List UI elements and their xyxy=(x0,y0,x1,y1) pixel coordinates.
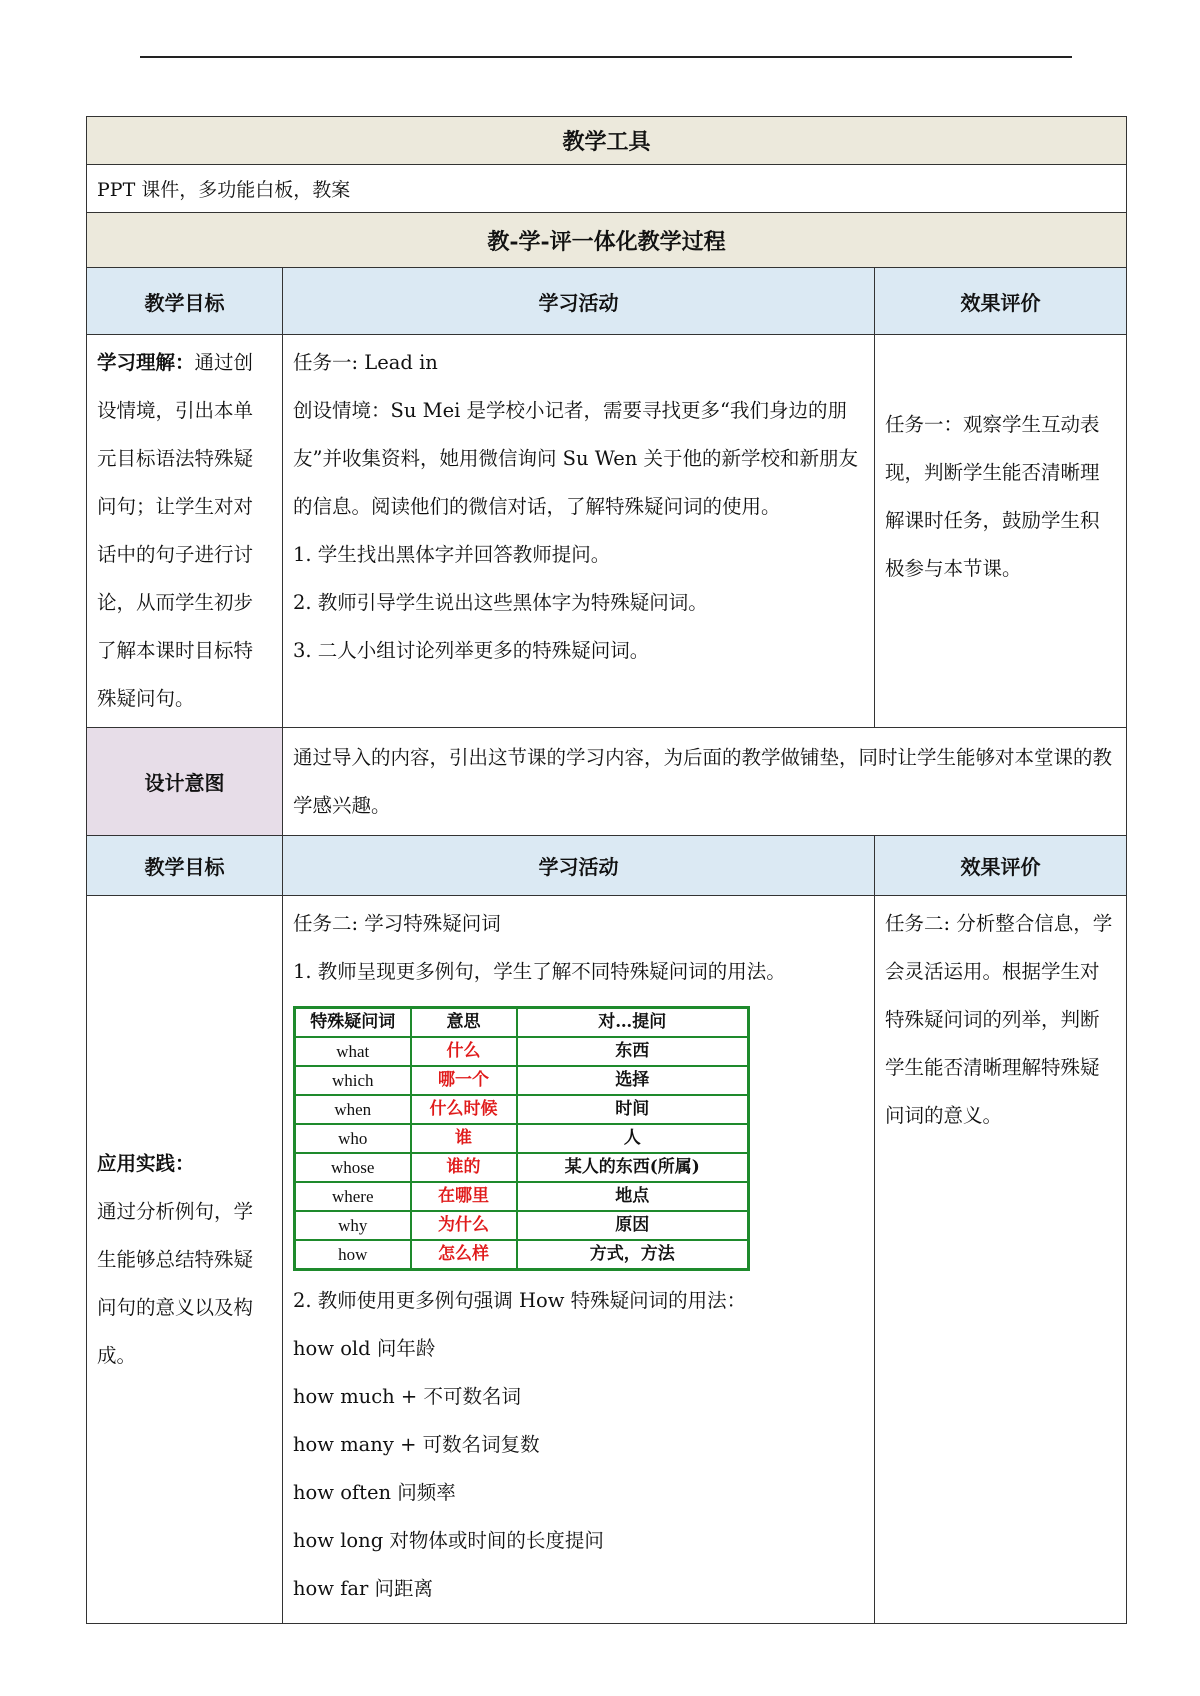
tools-heading: 教学工具 xyxy=(87,117,1127,165)
col-header-activity: 学习活动 xyxy=(283,268,875,335)
activity-line: 1. 教师呈现更多例句，学生了解不同特殊疑问词的用法。 xyxy=(293,960,786,983)
word-table-row xyxy=(295,1182,749,1211)
word-meaning: 在哪里 xyxy=(411,1182,517,1211)
word-asks-about: 原因 xyxy=(517,1211,749,1240)
word-table-row xyxy=(295,1211,749,1240)
section2-activity xyxy=(283,896,875,1624)
col-header-eval: 效果评价 xyxy=(875,836,1127,896)
word-asks-about: 选择 xyxy=(517,1066,749,1095)
process-heading-row xyxy=(87,213,1127,268)
section2-eval: 任务二: 分析整合信息，学会灵活运用。根据学生对特殊疑问词的列举，判断学生能否清晰理解特殊疑问词的意义。 xyxy=(875,896,1127,1624)
question-word: why xyxy=(295,1211,411,1240)
word-table-row xyxy=(295,1095,749,1124)
word-meaning: 怎么样 xyxy=(411,1240,517,1270)
word-meaning: 什么 xyxy=(411,1037,517,1066)
activity-line: 任务二: 学习特殊疑问词 xyxy=(293,912,501,935)
question-word: whose xyxy=(295,1153,411,1182)
word-meaning: 为什么 xyxy=(411,1211,517,1240)
word-meaning: 哪一个 xyxy=(411,1066,517,1095)
word-meaning: 什么时候 xyxy=(411,1095,517,1124)
activity-line: how many + 可数名词复数 xyxy=(293,1433,540,1456)
question-word-table xyxy=(293,1006,750,1271)
design-intent-label: 设计意图 xyxy=(87,728,283,836)
activity-line: 3. 二人小组讨论列举更多的特殊疑问词。 xyxy=(293,639,650,662)
activity-line: how long 对物体或时间的长度提问 xyxy=(293,1529,604,1552)
word-asks-about: 地点 xyxy=(517,1182,749,1211)
word-table-header xyxy=(295,1008,749,1038)
activity-line: 创设情境：Su Mei 是学校小记者，需要寻找更多“我们身边的朋友”并收集资料，她用微信询问 Su Wen 关于他的新学校和新朋友的信息。阅读他们的微信对话，了解特殊疑问词的使用。 xyxy=(293,399,859,518)
goal-label: 学习理解： xyxy=(97,351,195,374)
col-header-goal: 教学目标 xyxy=(87,268,283,335)
word-table-row xyxy=(295,1153,749,1182)
question-word: where xyxy=(295,1182,411,1211)
activity-line: how often 问频率 xyxy=(293,1481,456,1504)
word-asks-about: 时间 xyxy=(517,1095,749,1124)
question-word: when xyxy=(295,1095,411,1124)
question-word-table-wrap xyxy=(293,996,864,1277)
word-table-row xyxy=(295,1124,749,1153)
col-header-activity: 学习活动 xyxy=(283,836,875,896)
header-rule xyxy=(140,56,1072,58)
section1-row xyxy=(87,335,1127,728)
goal-text: 通过创设情境，引出本单元目标语法特殊疑问句；让学生对对话中的句子进行讨论，从而学生初步了解本课时目标特殊疑问句。 xyxy=(97,351,254,710)
section2-row xyxy=(87,896,1127,1624)
word-asks-about: 某人的东西(所属) xyxy=(517,1153,749,1182)
word-asks-about: 人 xyxy=(517,1124,749,1153)
question-word: how xyxy=(295,1240,411,1270)
activity-line: 2. 教师使用更多例句强调 How 特殊疑问词的用法： xyxy=(293,1289,747,1312)
activity-line: 任务一: Lead in xyxy=(293,351,438,374)
word-asks-about: 方式，方法 xyxy=(517,1240,749,1270)
tools-content-row xyxy=(87,165,1127,213)
word-table-row xyxy=(295,1066,749,1095)
activity-line: 1. 学生找出黑体字并回答教师提问。 xyxy=(293,543,611,566)
activity-line: how far 问距离 xyxy=(293,1577,434,1600)
tools-heading-row xyxy=(87,117,1127,165)
section1-eval: 任务一：观察学生互动表现，判断学生能否清晰理解课时任务，鼓励学生积极参与本节课。 xyxy=(875,335,1127,728)
word-table-header-cell: 对…提问 xyxy=(517,1008,749,1038)
word-table-header-cell: 意思 xyxy=(411,1008,517,1038)
goal-label: 应用实践： xyxy=(97,1151,195,1175)
col-header-row-2 xyxy=(87,836,1127,896)
col-header-goal: 教学目标 xyxy=(87,836,283,896)
activity-line: how old 问年龄 xyxy=(293,1337,436,1360)
design-intent-row xyxy=(87,728,1127,836)
word-table-row xyxy=(295,1240,749,1270)
word-meaning: 谁 xyxy=(411,1124,517,1153)
tools-content: PPT 课件，多功能白板，教案 xyxy=(87,165,1127,213)
section2-goal xyxy=(87,896,283,1624)
lesson-plan-table xyxy=(86,116,1127,1624)
word-table-header-cell: 特殊疑问词 xyxy=(295,1008,411,1038)
word-meaning: 谁的 xyxy=(411,1153,517,1182)
section1-activity xyxy=(283,335,875,728)
question-word: what xyxy=(295,1037,411,1066)
question-word: who xyxy=(295,1124,411,1153)
goal-text: 通过分析例句，学生能够总结特殊疑问句的意义以及构成。 xyxy=(97,1199,254,1367)
activity-line: how much + 不可数名词 xyxy=(293,1385,521,1408)
section1-goal xyxy=(87,335,283,728)
word-table-row xyxy=(295,1037,749,1066)
question-word: which xyxy=(295,1066,411,1095)
col-header-eval: 效果评价 xyxy=(875,268,1127,335)
col-header-row-1 xyxy=(87,268,1127,335)
process-heading: 教-学-评一体化教学过程 xyxy=(87,213,1127,268)
activity-line: 2. 教师引导学生说出这些黑体字为特殊疑问词。 xyxy=(293,591,708,614)
word-asks-about: 东西 xyxy=(517,1037,749,1066)
design-intent-text: 通过导入的内容，引出这节课的学习内容，为后面的教学做铺垫，同时让学生能够对本堂课的教学感兴趣。 xyxy=(283,728,1127,836)
